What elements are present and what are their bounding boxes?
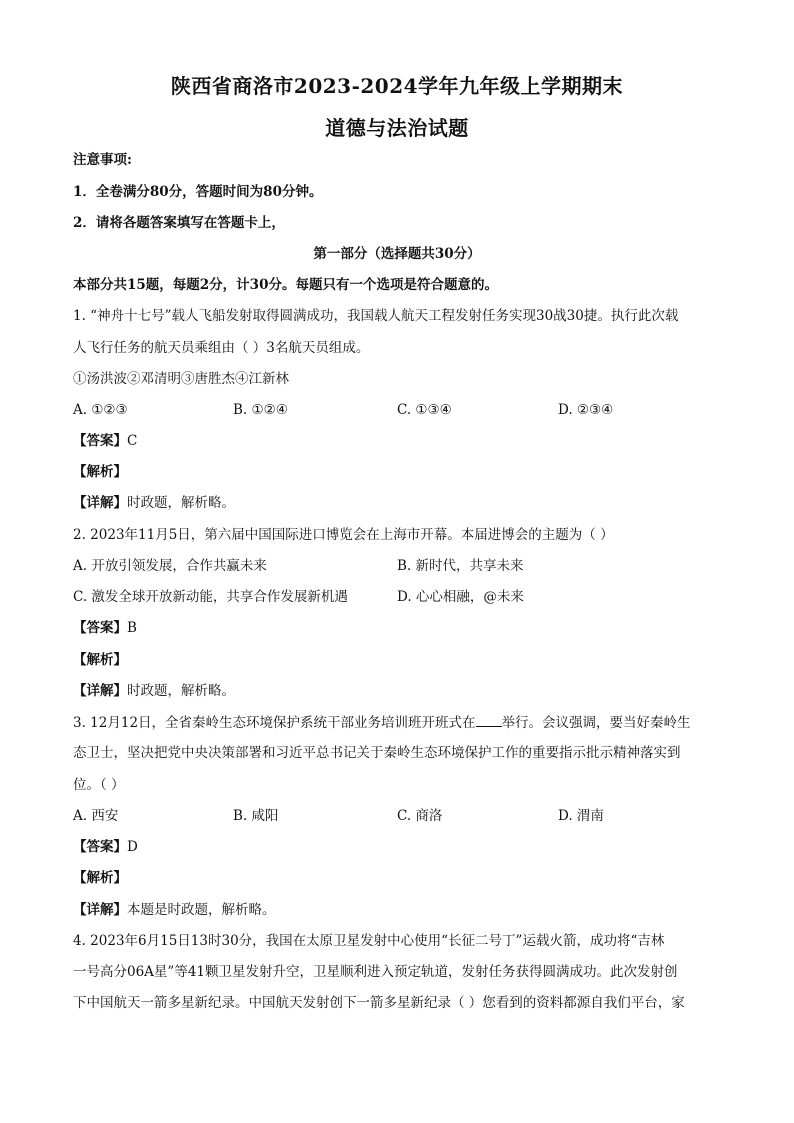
exam-subtitle: 道德与法治试题 bbox=[325, 116, 469, 140]
q1-detail bbox=[73, 493, 733, 513]
q3-option-b: B. 咸阳 bbox=[233, 808, 279, 824]
answer-tag: 【答案】 bbox=[73, 433, 127, 449]
answer-tag: 【答案】 bbox=[73, 839, 127, 855]
answer-value: D bbox=[127, 839, 138, 855]
q1-stem-line2: 人飞行任务的航天员乘组由（ ）3名航天员组成。 bbox=[73, 340, 370, 356]
q3-stem-part-b: 举行。会议强调，要当好秦岭生 bbox=[501, 715, 691, 731]
detail-tag: 【详解】 bbox=[73, 683, 127, 699]
q3-stem-part-a: 3. 12月12日，全省秦岭生态环境保护系统干部业务培训班开班式在 bbox=[73, 715, 476, 731]
exam-title: 陕西省商洛市2023-2024学年九年级上学期期末 bbox=[170, 74, 624, 98]
q4-stem-line2: 一号高分06A星”等41颗卫星发射升空，卫星顺利进入预定轨道，发射任务获得圆满成功。此次发射创 bbox=[73, 964, 678, 980]
q3-option-a: A. 西安 bbox=[73, 808, 119, 824]
q3-answer bbox=[73, 837, 733, 857]
q4-stem-line3: 下中国航天一箭多星新纪录。中国航天发射创下一箭多星新纪录（ ）您看到的资料都源自我们平台，家 bbox=[73, 995, 685, 1011]
notes-heading: 注意事项: bbox=[73, 152, 132, 168]
answer-tag: 【答案】 bbox=[73, 620, 127, 636]
answer-value: B bbox=[127, 620, 137, 636]
part1-heading: 第一部分（选择题共30分） bbox=[313, 246, 481, 262]
q2-answer bbox=[73, 618, 733, 638]
q2-option-d: D. 心心相融，@未来 bbox=[397, 589, 524, 605]
q1-option-b: B. ①②④ bbox=[233, 402, 288, 418]
q2-option-a: A. 开放引领发展，合作共赢未来 bbox=[73, 558, 267, 574]
fill-blank bbox=[476, 712, 502, 727]
q3-detail bbox=[73, 900, 733, 920]
detail-tag: 【详解】 bbox=[73, 902, 127, 918]
q2-analysis-tag: 【解析】 bbox=[73, 652, 127, 668]
q1-option-c: C. ①③④ bbox=[397, 402, 452, 418]
detail-tag: 【详解】 bbox=[73, 495, 127, 511]
q3-stem-line3: 位。（ ） bbox=[73, 777, 125, 793]
q3-option-c: C. 商洛 bbox=[397, 808, 443, 824]
answer-value: C bbox=[127, 433, 138, 449]
q1-analysis-tag: 【解析】 bbox=[73, 464, 127, 480]
q1-answer bbox=[73, 431, 733, 451]
q1-option-a: A. ①②③ bbox=[73, 402, 128, 418]
q1-stem-line3: ①汤洪波②邓清明③唐胜杰④江新林 bbox=[73, 371, 289, 387]
q3-option-d: D. 渭南 bbox=[558, 808, 604, 824]
q1-stem-line1: 1. “神舟十七号”载人飞船发射取得圆满成功，我国载人航天工程发射任务实现30战30捷。执行此次载 bbox=[73, 308, 679, 324]
notes-item-2: 2．请将各题答案填写在答题卡上， bbox=[73, 215, 285, 231]
q2-option-c: C. 激发全球开放新动能，共享合作发展新机遇 bbox=[73, 589, 348, 605]
q3-analysis-tag: 【解析】 bbox=[73, 870, 127, 886]
detail-text: 时政题，解析略。 bbox=[127, 495, 235, 511]
q2-option-b: B. 新时代，共享未来 bbox=[397, 558, 524, 574]
detail-text: 本题是时政题，解析略。 bbox=[127, 902, 276, 918]
detail-text: 时政题，解析略。 bbox=[127, 683, 235, 699]
notes-item-1: 1．全卷满分80分，答题时间为80分钟。 bbox=[73, 184, 323, 200]
q3-stem-line2: 态卫士，坚决把党中央决策部署和习近平总书记关于秦岭生态环境保护工作的重要指示批示精神落实到 bbox=[73, 745, 681, 761]
part1-instruction: 本部分共15题，每题2分，计30分。每题只有一个选项是符合题意的。 bbox=[73, 277, 498, 293]
q2-detail bbox=[73, 681, 733, 701]
q3-stem-line1 bbox=[73, 712, 733, 733]
q4-stem-line1: 4. 2023年6月15日13时30分，我国在太原卫星发射中心使用“长征二号丁”运载火箭，成功将“吉林 bbox=[73, 933, 665, 949]
q1-option-d: D. ②③④ bbox=[558, 402, 614, 418]
q2-stem-line1: 2. 2023年11月5日，第六届中国国际进口博览会在上海市开幕。本届进博会的主题为（ ） bbox=[73, 527, 614, 543]
